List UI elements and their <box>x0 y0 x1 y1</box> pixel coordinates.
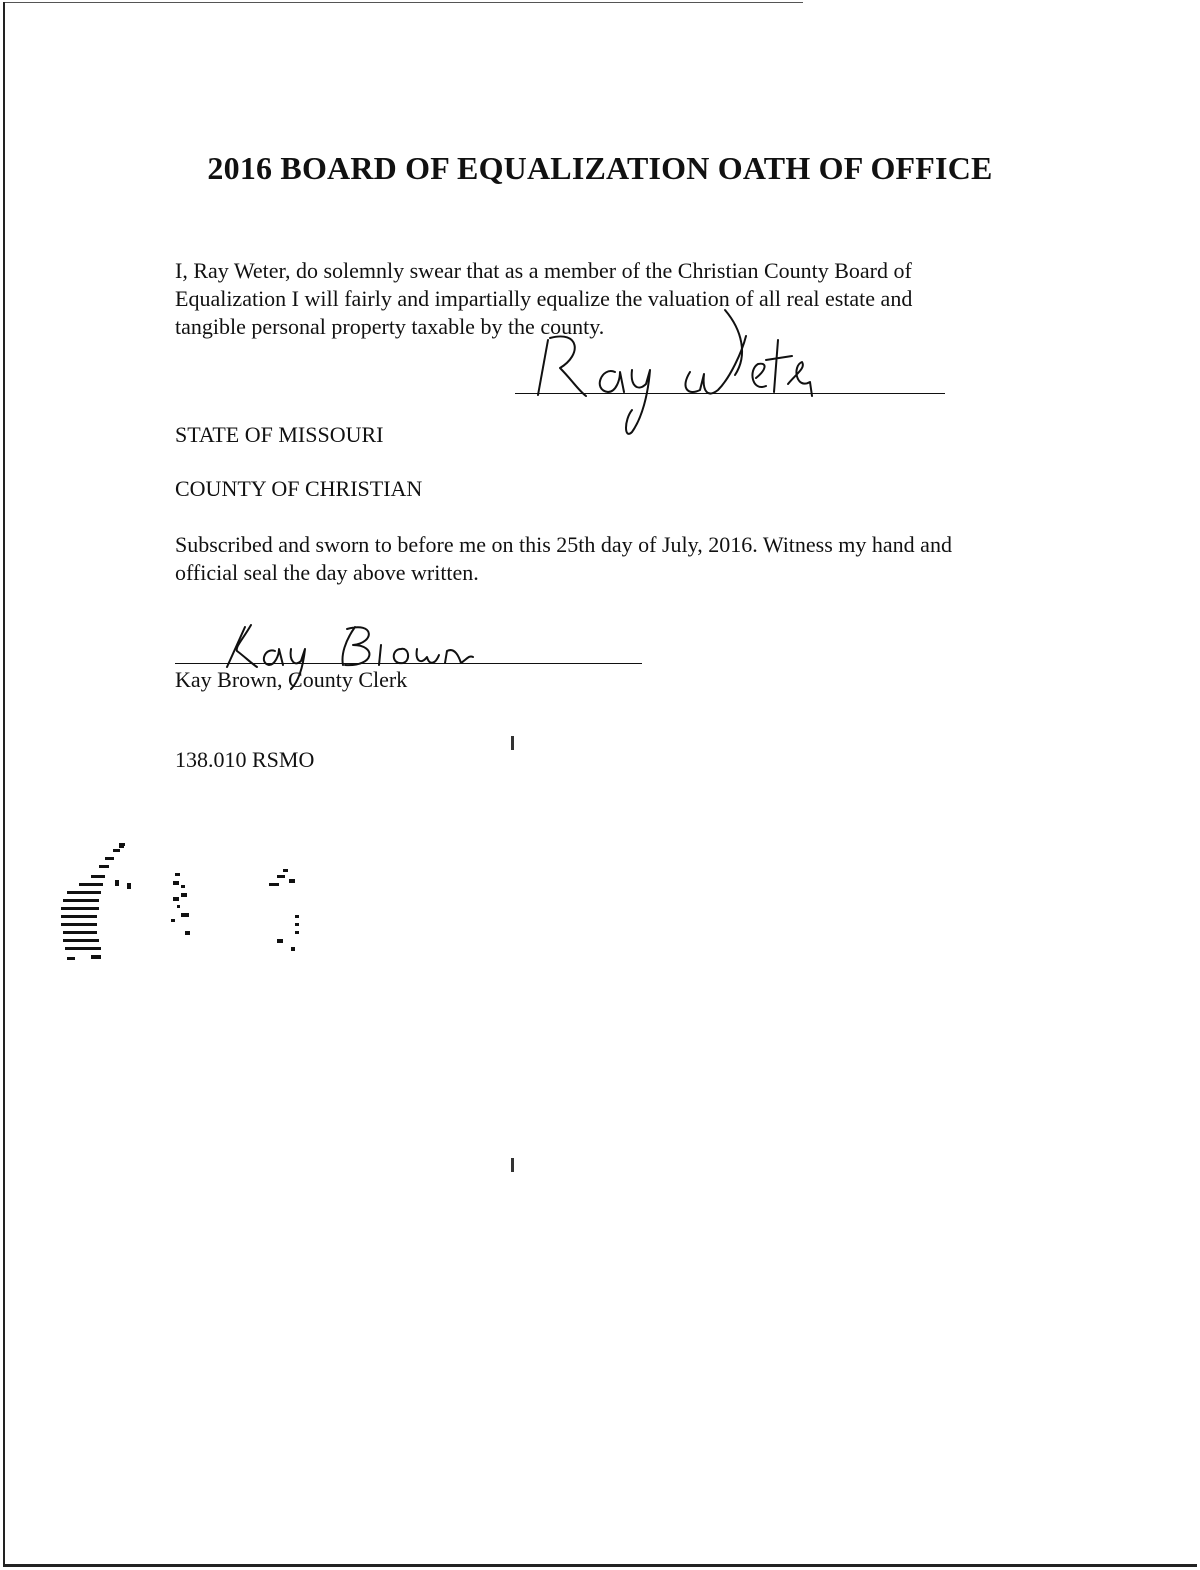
county-seal <box>55 835 315 975</box>
oath-line-1: I, Ray Weter, do solemnly swear that as a member of the Christian County Board of <box>175 258 912 283</box>
state-line: STATE OF MISSOURI <box>175 422 384 447</box>
county-line: COUNTY OF CHRISTIAN <box>175 476 423 501</box>
sworn-line-2: official seal the day above written. <box>175 560 479 585</box>
clerk-caption: Kay Brown, County Clerk <box>175 667 408 692</box>
page-top-edge <box>3 2 803 3</box>
seal-dot <box>119 843 124 848</box>
scan-mark <box>511 736 514 750</box>
page-left-edge <box>3 2 5 1566</box>
oath-line-2: Equalization I will fairly and impartially equalize the valuation of all real estate and <box>175 286 913 311</box>
page-bottom-edge <box>3 1564 1197 1567</box>
oath-line-3: tangible personal property taxable by the county. <box>175 314 605 339</box>
statute-reference: 138.010 RSMO <box>175 747 315 772</box>
scan-mark <box>511 1158 514 1172</box>
sworn-line-1: Subscribed and sworn to before me on this 25th day of July, 2016. Witness my hand and <box>175 532 952 557</box>
document-title: 2016 BOARD OF EQUALIZATION OATH OF OFFICE <box>207 150 993 186</box>
member-signature <box>520 300 840 450</box>
